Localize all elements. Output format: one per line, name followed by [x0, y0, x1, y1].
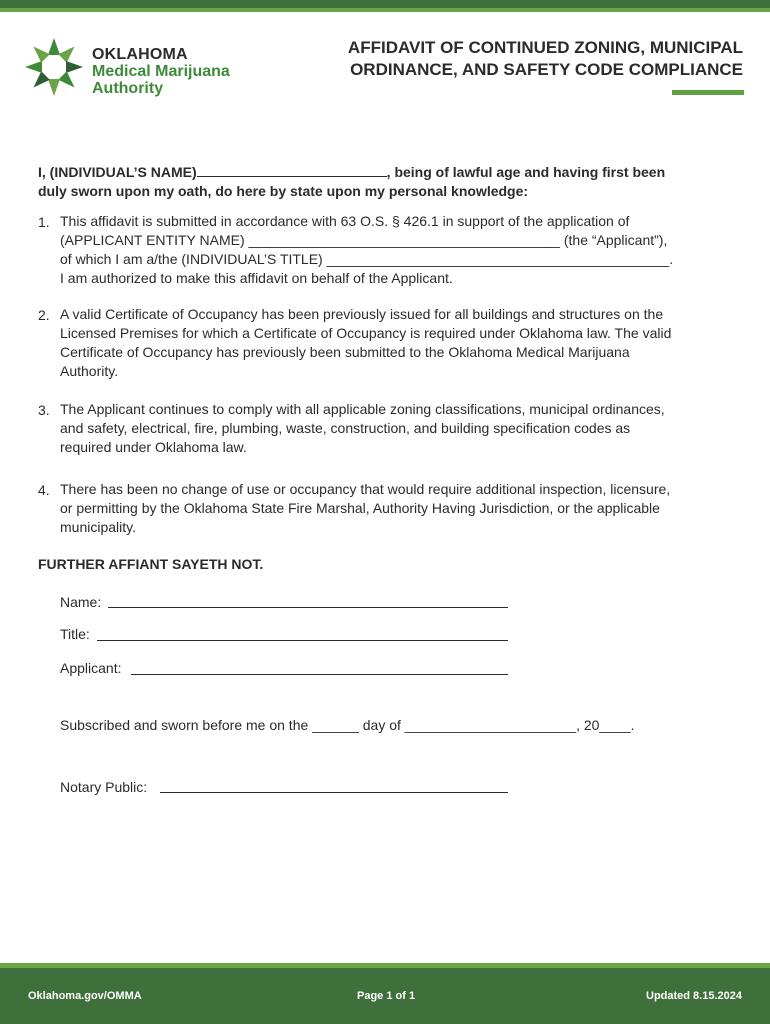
sworn-statement[interactable]: Subscribed and sworn before me on the ______ day of ______________________, 20____. [60, 717, 635, 733]
affidavit-item-3 [38, 400, 732, 457]
item-line: Licensed Premises for which a Certificate of Occupancy is required under Oklahoma law. The valid [60, 325, 672, 341]
name-label: Name: [60, 594, 102, 610]
footer-page-number: Page 1 of 1 [357, 990, 416, 1002]
intro-suffix: , being of lawful age and having first been [386, 164, 666, 180]
affidavit-item-2 [38, 305, 732, 381]
item-line: required under Oklahoma law. [60, 439, 247, 455]
title-label: Title: [60, 626, 90, 642]
title-field[interactable] [97, 640, 508, 641]
individual-name-field[interactable] [197, 163, 387, 177]
item-number: 4. [38, 482, 50, 498]
intro-prefix: I, (INDIVIDUAL’S NAME) [38, 164, 197, 180]
top-accent-bar [0, 0, 770, 8]
affidavit-item-1 [38, 212, 732, 288]
notary-label: Notary Public: [60, 779, 148, 795]
affidavit-item-4 [38, 480, 732, 537]
star-leaf-logo-icon [24, 36, 84, 98]
item-line: This affidavit is submitted in accordance with 63 O.S. § 426.1 in support of the application of [60, 213, 630, 229]
notary-field[interactable] [160, 792, 508, 793]
individual-title-line[interactable]: of which I am a/the (INDIVIDUAL’S TITLE) ____________________________________________. [60, 251, 674, 267]
title-line-1: AFFIDAVIT OF CONTINUED ZONING, MUNICIPAL [347, 38, 743, 57]
item-line: municipality. [60, 519, 136, 535]
item-line: Certificate of Occupancy has previously been submitted to the Oklahoma Medical Marijuana [60, 344, 630, 360]
logo-line-oklahoma: OKLAHOMA [92, 46, 188, 63]
item-line: Authority. [60, 363, 119, 379]
footer-stripe [0, 963, 770, 968]
footer-updated-date: Updated 8.15.2024 [646, 990, 742, 1002]
item-line: The Applicant continues to comply with all applicable zoning classifications, municipal ordinances, [60, 401, 665, 417]
footer-website-link[interactable]: Oklahoma.gov/OMMA [28, 990, 142, 1002]
item-line: A valid Certificate of Occupancy has been previously issued for all buildings and structures on the [60, 306, 664, 322]
applicant-entity-line[interactable]: (APPLICANT ENTITY NAME) ________________________________________ (the “Applicant”), [60, 232, 668, 248]
logo-line-authority: Authority [92, 80, 164, 97]
item-number: 1. [38, 214, 50, 230]
affiant-intro [38, 163, 738, 201]
logo-line-medical-marijuana: Medical Marijuana [92, 63, 230, 80]
name-field[interactable] [108, 607, 508, 608]
notary-row [60, 778, 147, 796]
item-number: 2. [38, 307, 50, 323]
item-line: or permitting by the Oklahoma State Fire Marshal, Authority Having Jurisdiction, or the applicable [60, 500, 660, 516]
signature-title-row [60, 625, 90, 643]
further-affiant-statement: FURTHER AFFIANT SAYETH NOT. [38, 556, 264, 572]
top-accent-stripe [0, 8, 770, 12]
item-line: I am authorized to make this affidavit on behalf of the Applicant. [60, 270, 453, 286]
omma-logo [24, 36, 244, 100]
item-number: 3. [38, 402, 50, 418]
intro-line-2: duly sworn upon my oath, do here by state upon my personal knowledge: [38, 183, 529, 199]
title-line-2: ORDINANCE, AND SAFETY CODE COMPLIANCE [350, 60, 743, 79]
item-line: and safety, electrical, fire, plumbing, waste, construction, and building specification codes as [60, 420, 631, 436]
applicant-label: Applicant: [60, 660, 122, 676]
signature-applicant-row [60, 659, 121, 677]
signature-name-row [60, 593, 101, 611]
title-underline [672, 90, 744, 95]
page-footer [0, 963, 770, 1024]
applicant-field[interactable] [131, 674, 508, 675]
item-line: There has been no change of use or occupancy that would require additional inspection, licensure, [60, 481, 671, 497]
document-title [263, 37, 743, 81]
